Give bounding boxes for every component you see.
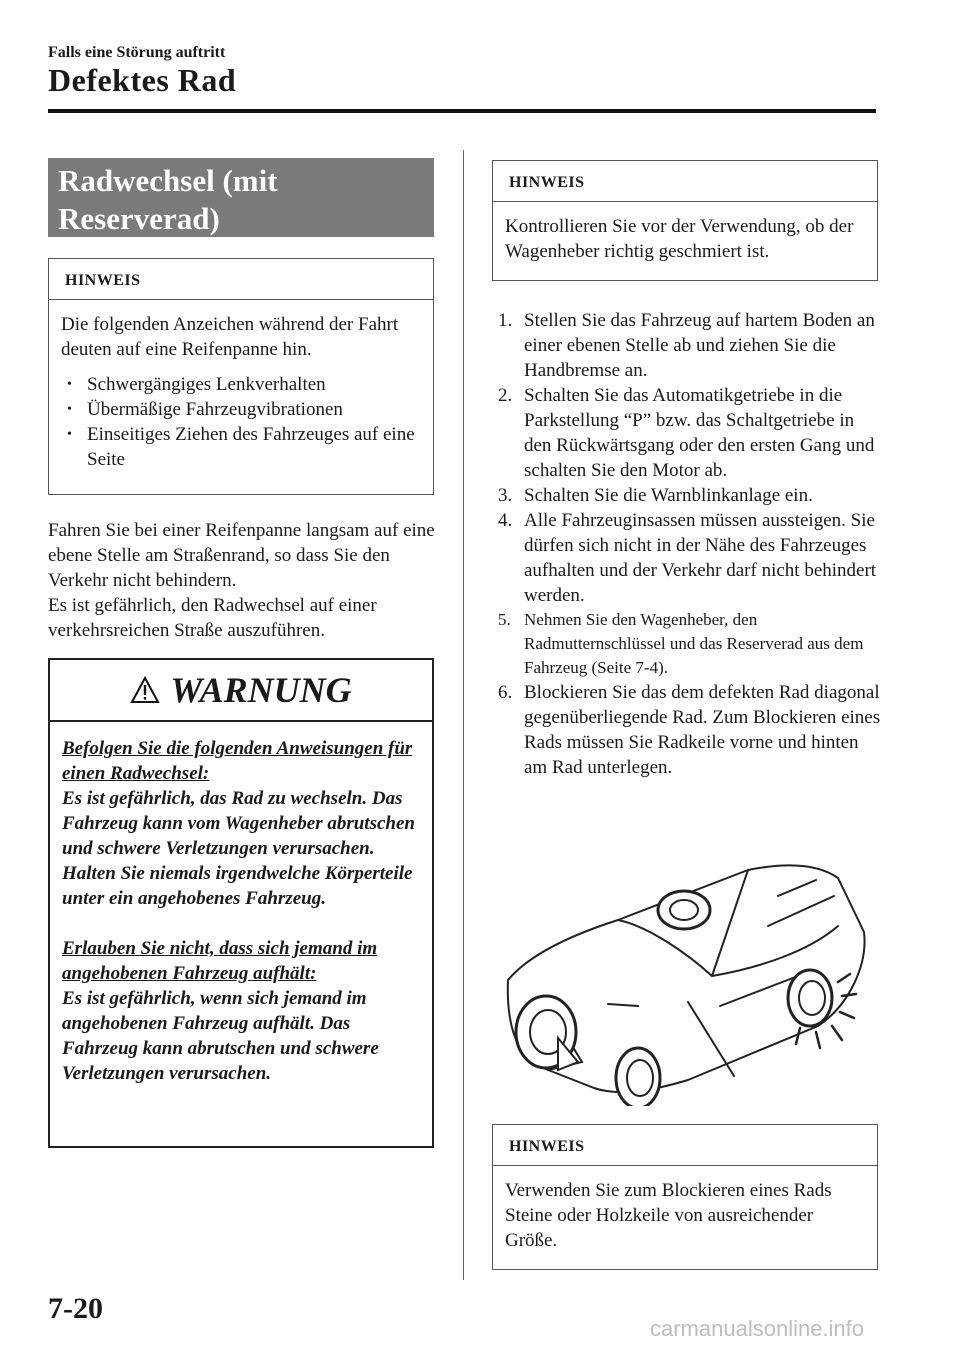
step-item [498, 483, 882, 508]
topic-heading-line-1: Radwechsel (mit [58, 163, 278, 198]
note-label: HINWEIS [493, 1125, 877, 1166]
symptom-list [61, 372, 421, 472]
wheel-blocked [516, 996, 582, 1070]
note-label: HINWEIS [493, 161, 877, 202]
watermark-site: carmanualsonline.info [650, 1316, 865, 1341]
warning-text: Es ist gefährlich, wenn sich jemand im angehobenen Fahrzeug aufhält. Das Fahrzeug kann abrutschen und schwere Verletzungen verursachen. [62, 988, 379, 1084]
note-box-jack [492, 160, 878, 281]
warning-body [50, 722, 432, 1100]
procedure-steps [498, 308, 882, 780]
step-number: 6. [498, 682, 513, 703]
wheel-defective [788, 970, 856, 1048]
note-body: Kontrollieren Sie vor der Verwendung, ob der Wagenheber richtig geschmiert ist. [505, 216, 854, 262]
note-box-symptoms [48, 258, 434, 495]
paragraph-line: Fahren Sie bei einer Reifenpanne langsam auf eine ebene Stelle am Straßenrand, so dass Sie den Verkehr nicht behindern. [48, 520, 435, 591]
step-number: 5. [498, 610, 511, 629]
note-label: HINWEIS [49, 259, 433, 300]
warning-header [50, 660, 432, 722]
section-title: Defektes Rad [48, 62, 237, 98]
warning-instruction-heading: Erlauben Sie nicht, dass sich jemand im angehobenen Fahrzeug aufhält: [62, 938, 378, 984]
car-wheel-blocking-illustration [498, 856, 874, 1106]
step-text: Alle Fahrzeuginsassen müssen aussteigen. Sie dürfen sich nicht in der Nähe des Fahrzeuges aufhalten und der Verkehr darf nicht behindert werden. [524, 510, 877, 606]
topic-heading [48, 158, 434, 237]
step-item [498, 508, 882, 608]
step-text: Nehmen Sie den Wagenheber, den Radmutternschlüssel und das Reserverad aus dem Fahrzeug (Seite 7-4). [524, 610, 864, 677]
topic-heading-line-2: Reserverad) [58, 201, 220, 236]
step-text: Schalten Sie die Warnblinkanlage ein. [524, 485, 813, 506]
note-body [49, 300, 433, 480]
warning-instruction-heading: Befolgen Sie die folgenden Anweisungen für einen Radwechsel: [62, 738, 413, 784]
warning-triangle-icon [130, 676, 160, 704]
note-body: Verwenden Sie zum Blockieren eines Rads Steine oder Holzkeile von ausreichender Größe. [505, 1180, 832, 1251]
column-divider [463, 150, 464, 1280]
step-item [498, 383, 882, 483]
wheel-rear-top [658, 891, 710, 929]
warning-title: WARNUNG [170, 670, 352, 710]
section-label: Falls eine Störung auftritt [48, 44, 226, 61]
page-number: 7-20 [48, 1292, 103, 1325]
intro-paragraph [48, 518, 440, 643]
note-box-chocks [492, 1124, 878, 1270]
list-item: • Schwergängiges Lenkverhalten [61, 372, 421, 397]
list-item: • Übermäßige Fahrzeugvibrationen [61, 397, 421, 422]
note-intro: Die folgenden Anzeichen während der Fahrt deuten auf eine Reifenpanne hin. [61, 314, 399, 360]
warning-text: Es ist gefährlich, das Rad zu wechseln. Das Fahrzeug kann vom Wagenheber abrutschen und schwere Verletzungen verursachen. [62, 788, 415, 859]
step-item [498, 680, 882, 780]
step-number: 4. [498, 510, 513, 531]
step-text: Schalten Sie das Automatikgetriebe in die Parkstellung “P” bzw. das Schaltgetriebe in den Rückwärtsgang oder den ersten Gang und schalten Sie den Motor ab. [524, 385, 875, 481]
step-text: Blockieren Sie das dem defekten Rad diagonal gegenüberliegende Rad. Zum Blockieren eines Rads müssen Sie Radkeile vorne und hinten am Rad unterlegen. [524, 682, 881, 778]
wheel-rear-bottom [616, 1048, 660, 1106]
step-number: 1. [498, 310, 513, 331]
header-rule [48, 109, 876, 113]
list-item: • Einseitiges Ziehen des Fahrzeuges auf eine Seite [61, 422, 421, 472]
warning-text: Halten Sie niemals irgendwelche Körperteile unter ein angehobenes Fahrzeug. [62, 863, 413, 909]
paragraph-line: Es ist gefährlich, den Radwechsel auf einer verkehrsreichen Straße auszuführen. [48, 595, 377, 641]
step-item [498, 308, 882, 383]
step-number: 3. [498, 485, 513, 506]
warning-box [48, 658, 434, 1148]
step-text: Stellen Sie das Fahrzeug auf hartem Boden an einer ebenen Stelle ab und ziehen Sie die Handbremse an. [524, 310, 875, 381]
step-item [498, 608, 882, 680]
step-number: 2. [498, 385, 513, 406]
